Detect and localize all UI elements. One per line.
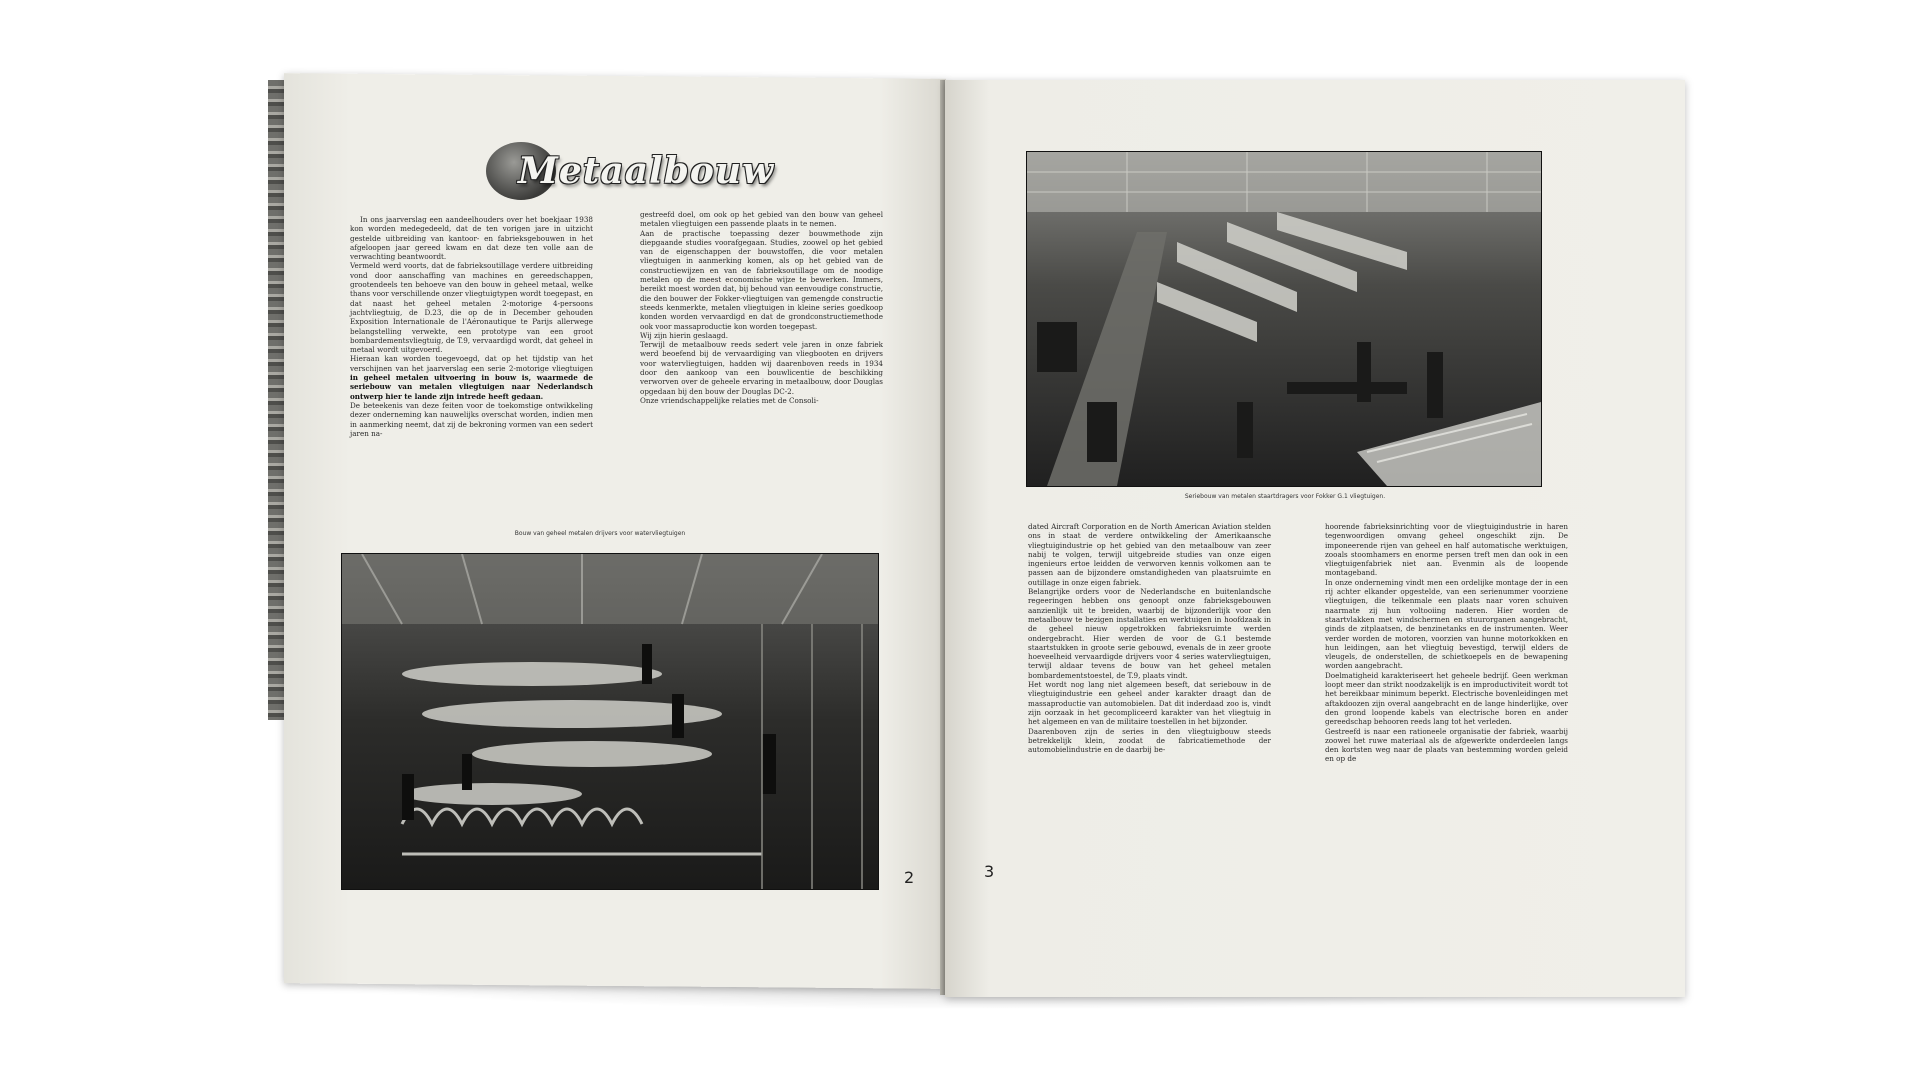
paragraph: Aan de practische toepassing dezer bouwmethode zijn diepgaande studies voorafgegaan. Studies, zoowel op het gebied van de eigenschappen der bouwstoffen, die voor metalen vliegtuigen in aanmerking komen, als op het gebied van de constructiewijzen en van de fabrieksoutillage om de noodige metalen op de meest economische wijze te bewerken. Immers, bereikt moest worden dat, bij behoud van eenvoudige constructie, die den bouwer der Fokker-vliegtuigen van gemengde constructie steeds kenmerkte, metalen vliegtuigen in kleine series goedkoop konden worden vervaardigd en dat de grondconstructiemethode ook voor massaproductie kon worden toegepast. bbox=[640, 228, 883, 331]
page-number-left: 2 bbox=[904, 868, 915, 887]
paragraph bbox=[350, 354, 593, 400]
right-column-1 bbox=[1028, 522, 1271, 754]
paragraph: Terwijl de metaalbouw reeds sedert vele jaren in onze fabriek werd beoefend bij de vervaardiging van vliegbooten en drijvers voor watervliegtuigen, hadden wij daarenboven reeds in 1934 door den aankoop van een bouwlicentie de beschikking verworven over de geheele ervaring in metaalbouw, door Douglas opgedaan bij den bouw der Douglas DC-2. bbox=[640, 340, 883, 396]
left-column-1 bbox=[350, 215, 593, 438]
emphasis-text: in geheel metalen uitvoering in bouw is, waarmede de seriebouw van metalen vliegtuigen naar Nederlandsch ontwerp hier te lande zijn intrede heeft gedaan. bbox=[350, 373, 593, 401]
photo-caption-right: Seriebouw van metalen staartdragers voor Fokker G.1 vliegtuigen. bbox=[1184, 493, 1386, 500]
photo-caption-left: Bouw van geheel metalen drijvers voor watervliegtuigen bbox=[514, 530, 686, 537]
paragraph: Vermeld werd voorts, dat de fabrieksoutillage verdere uitbreiding vond door aanschaffing van machines en gereedschappen, grootendeels ten behoeve van den bouw in geheel metaal, welke thans voor verschillende onzer vliegtuigtypen wordt toegepast, en dat naast het geheel metalen 2-motorige 4-persoons jachtvliegtuig, de D.23, die op de in December gehouden Exposition Internationale de l'Aéronautique te Parijs allerwege belangstelling verwekte, een prototype van een groot bombardementsvliegtuig, de T.9, vervaardigd wordt, dat geheel in metaal wordt uitgevoerd. bbox=[350, 261, 593, 355]
heading-metaalbouw bbox=[486, 140, 775, 200]
paragraph: dated Aircraft Corporation en de North American Aviation stelden ons in staat de verdere ontwikkeling der Amerikaansche vliegtuigindustrie op het gebied van den metaalbouw van zeer nabij te volgen, terwijl uitgebreide studies van onze eigen ingenieurs ertoe leidden de verworven kennis volkomen aan te passen aan de bijzondere omstandigheden van plaatsruimte en outillage in onze eigen fabriek. bbox=[1028, 522, 1271, 587]
paragraph: Doelmatigheid karakteriseert het geheele bedrijf. Geen werkman loopt meer dan strikt noodzakelijk is en improductiviteit wordt tot het bereikbaar minimum beperkt. Electrische bovenleidingen met aftakdoozen zijn overal aangebracht en de lange hinderlijke, over den grond loopende kabels van electrische boren en ander gereedschap behooren reeds lang tot het verleden. bbox=[1325, 670, 1568, 727]
paragraph: In onze onderneming vindt men een ordelijke montage der in een rij achter elkander opgestelde, van een serienummer voorziene vliegtuigen, die telkenmale een plaats naar voren schuiven naarmate zij hun voltooiing naderen. Hier worden de staartvlakken met windschermen en stuurorganen aangebracht, ginds de zitplaatsen, de benzinetanks en de instrumenten. Weer verder worden de motoren, voorzien van hunne motorkokken en hun leidingen, aan het vliegtuig bevestigd, terwijl elders de vleugels, de onderstellen, de schietkoepels en de bewapening worden aangebracht. bbox=[1325, 577, 1568, 671]
page-title: Metaalbouw bbox=[518, 150, 775, 192]
factory-photo-right bbox=[1027, 152, 1541, 486]
paragraph: Gestreefd is naar een rationeele organisatie der fabriek, waarbij zoowel het ruwe materiaal als de afgewerkte onderdeelen langs den kortsten weg naar de plaats van bestemming worden geleid en op de bbox=[1325, 726, 1568, 764]
paragraph: Onze vriendschappelijke relaties met de Consoli- bbox=[640, 395, 819, 405]
photo-tail-section-production bbox=[1026, 151, 1542, 487]
photo-float-construction bbox=[341, 553, 879, 890]
paragraph: hoorende fabrieksinrichting voor de vliegtuigindustrie in haren tegenwoordigen omvang geheel ongeschikt zijn. De imponeerende rijen van geheel en half automatische werktuigen, zooals stoomhamers en enorme persen treft men dan ook in een vliegtuigenfabriek niet aan. Evenmin als de loopende montageband. bbox=[1325, 522, 1568, 578]
paragraph: Belangrijke orders voor de Nederlandsche en buitenlandsche regeeringen hebben ons genoopt onze fabrieksgebouwen aanzienlijk uit te breiden, waarbij de bijzonderlijk voor den metaalbouw te bezigen installaties en werktuigen in hoofdzaak in de geheel nieuw opgetrokken fabrieksruimte werden ondergebracht. Hier werden de voor de G.1 bestemde staartstukken in groote serie gebouwd, evenals de in zeer groote hoeveelheid vervaardigde drijvers voor 4 series watervliegtuigen, terwijl aldaar tevens de bouw van het geheel metalen bombardementstoestel, de T.9, plaats vindt. bbox=[1028, 587, 1271, 680]
paragraph: De beteekenis van deze feiten voor de toekomstige ontwikkeling dezer onderneming kan nauwelijks overschat worden, indien men in aanmerking neemt, dat zij de bekroning vormen van een sedert jaren na- bbox=[350, 400, 593, 438]
right-column-2 bbox=[1325, 522, 1568, 764]
paragraph: Het wordt nog lang niet algemeen beseft, dat seriebouw in de vliegtuigindustrie een geheel ander karakter draagt dan de massaproductie van automobielen. Dat dit inderdaad zoo is, vindt zijn oorzaak in het gecompliceerd karakter van het vliegtuig in het algemeen en van de militaire toestellen in het bijzonder. bbox=[1028, 680, 1271, 727]
paragraph: In ons jaarverslag een aandeelhouders over het boekjaar 1938 kon worden medegedeeld, dat de ten vorigen jare in uitzicht gestelde uitbreiding van kantoor- en fabrieksgebouwen in het afgeloopen jaar gereed kwam en dat deze ten volle aan de verwachting beantwoordt. bbox=[350, 215, 593, 262]
paragraph: Daarenboven zijn de series in den vliegtuigbouw steeds betrekkelijk klein, zoodat de fabricatiemethode der automobielindustrie en de daarbij be- bbox=[1028, 726, 1271, 755]
paragraph: Wij zijn hierin geslaagd. bbox=[640, 330, 729, 340]
paragraph: gestreefd doel, om ook op het gebied van den bouw van geheel metalen vliegtuigen een passende plaats in te nemen. bbox=[640, 210, 883, 229]
paragraph-text: Hieraan kan worden toegevoegd, dat op het tijdstip van het verschijnen van het jaarverslag een serie 2-motorige vliegtuigen bbox=[350, 354, 593, 373]
left-column-2 bbox=[640, 210, 883, 405]
page-number-right: 3 bbox=[984, 862, 995, 881]
factory-photo-left bbox=[342, 554, 878, 889]
